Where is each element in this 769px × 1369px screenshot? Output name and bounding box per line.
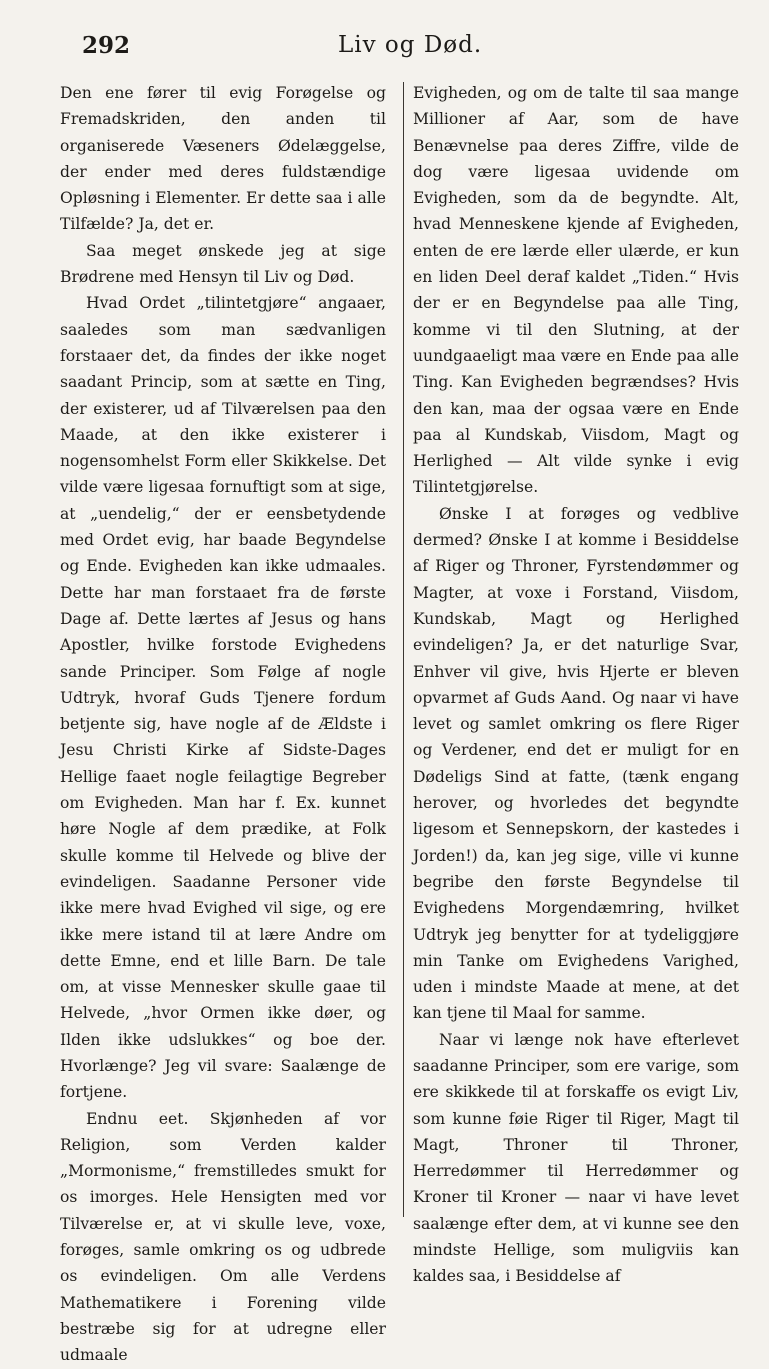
right-column (413, 80, 739, 1290)
paragraph: Endnu eet. Skjønheden af vor Religion, som Verden kalder „Mormonisme,“ fremstilledes smukt for os imorges. Hele Hensigten med vor Tilværelse er, at vi skulle leve, voxe, forøges, samle omkring os og udbrede os evindeligen. Om alle Verdens Mathematikere i Forening vilde bestræbe sig for at udregne eller udmaale (60, 1109, 386, 1365)
running-title: Liv og Død. (338, 32, 483, 58)
paragraph: Evigheden, og om de talte til saa mange Millioner af Aar, som de have Benævnelse paa deres Ziffre, vilde de dog være ligesaa uvidende om Evigheden, som da de begyndte. Alt, hvad Menneskene kjende af Evigheden, enten de ere lærde eller ulærde, er kun en liden Deel deraf kaldet „Tiden.“ Hvis der er en Begyndelse paa alle Ting, komme vi til den Slutning, at der uundgaaeligt maa være en Ende paa alle Ting. Kan Evigheden begrændses? Hvis den kan, maa der ogsaa være en Ende paa al Kundskab, Viisdom, Magt og Herlighed — Alt vilde synke i evig Tilintetgjørelse. (413, 84, 739, 497)
column-divider (403, 82, 404, 1217)
page-header (0, 28, 769, 68)
paragraph: Ønske I at forøges og vedblive dermed? Ønske I at komme i Besiddelse af Riger og Throner, Fyrstendømmer og Magter, at voxe i Forstand, Viisdom, Kundskab, Magt og Herlighed evindeligen? Ja, er det naturlige Svar, Enhver vil give, hvis Hjerte er bleven opvarmet af Guds Aand. Og naar vi have levet og samlet omkring os flere Riger og Verdener, end det er muligt for en Dødeligs Sind at fatte, (tænk engang herover, og hvorledes det begyndte ligesom et Sennepskorn, der kastedes i Jorden!) da, kan jeg sige, ville vi kunne begribe den første Begyndelse til Evighedens Morgendæmring, hvilket Udtryk jeg benytter for at tydeliggjøre min Tanke om Evighedens Varighed, uden i mindste Maade at mene, at det kan tjene til Maal for samme. (413, 504, 739, 1023)
paragraph: Saa meget ønskede jeg at sige Brødrene med Hensyn til Liv og Død. (60, 241, 386, 287)
left-column (60, 80, 386, 1369)
page-number: 292 (82, 32, 131, 59)
paragraph: Hvad Ordet „tilintetgjøre“ angaaer, saaledes som man sædvanligen forstaaer det, da findes der ikke noget saadant Princip, som at sætte en Ting, der existerer, ud af Tilværelsen paa den Maade, at den ikke existerer i nogensomhelst Form eller Skikkelse. Det vilde være ligesaa fornuftigt som at sige, at „uendelig,“ der er eensbetydende med Ordet evig, har baade Begyndelse og Ende. Evigheden kan ikke udmaales. Dette har man forstaaet fra de første Dage af. Dette lærtes af Jesus og hans Apostler, hvilke forstode Evighedens sande Principer. Som Følge af nogle Udtryk, hvoraf Guds Tjenere fordum betjente sig, have nogle af de Ældste i Jesu Christi Kirke af Sidste-Dages Hellige faaet nogle feilagtige Begreber om Evigheden. Man har f. Ex. kunnet høre Nogle af dem prædike, at Folk skulle komme til Helvede og blive der evindeligen. Saadanne Personer vide ikke mere hvad Evighed vil sige, og ere ikke mere istand til at lære Andre om dette Emne, end et lille Barn. De tale om, at visse Mennesker skulle gaae til Helvede, „hvor Ormen ikke døer, og Ilden ikke udslukkes“ og boe der. Hvorlænge? Jeg vil svare: Saalænge de fortjene. (60, 294, 386, 1102)
paragraph: Den ene fører til evig Forøgelse og Fremadskriden, den anden til organiserede Væseners Ødelæggelse, der ender med deres fuldstændige Opløsning i Elementer. Er dette saa i alle Tilfælde? Ja, det er. (60, 84, 386, 234)
paragraph: Naar vi længe nok have efterlevet saadanne Principer, som ere varige, som ere skikkede til at forskaffe os evigt Liv, som kunne føie Riger til Riger, Magt til Magt, Throner til Throner, Herredømmer til Herredømmer og Kroner til Kroner — naar vi have levet saalænge efter dem, at vi kunne see den mindste Hellige, som muligviis kan kaldes saa, i Besiddelse af (413, 1030, 739, 1286)
